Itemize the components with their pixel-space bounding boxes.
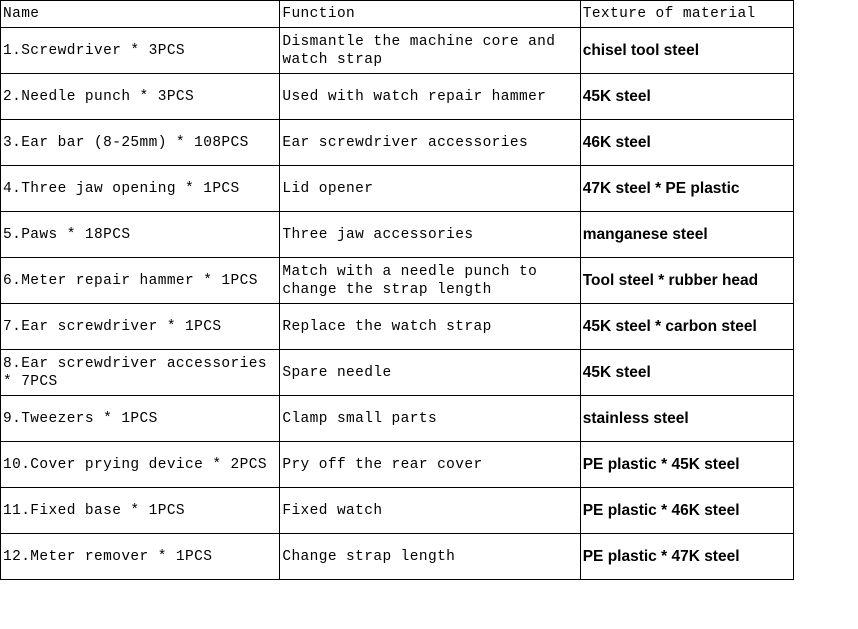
cell-name: 4.Three jaw opening * 1PCS (1, 166, 280, 212)
cell-name: 10.Cover prying device * 2PCS (1, 442, 280, 488)
cell-function: Ear screwdriver accessories (280, 120, 580, 166)
table-row (1, 304, 794, 350)
cell-name: 11.Fixed base * 1PCS (1, 488, 280, 534)
table-row (1, 28, 794, 74)
table-row (1, 74, 794, 120)
cell-material: 46K steel (580, 120, 793, 166)
cell-material: PE plastic * 47K steel (580, 534, 793, 580)
cell-function: Dismantle the machine core and watch strap (280, 28, 580, 74)
cell-function: Fixed watch (280, 488, 580, 534)
cell-function: Change strap length (280, 534, 580, 580)
cell-material: 45K steel (580, 74, 793, 120)
header-name: Name (1, 1, 280, 28)
table-row (1, 488, 794, 534)
cell-material: 45K steel * carbon steel (580, 304, 793, 350)
cell-material: chisel tool steel (580, 28, 793, 74)
cell-name: 6.Meter repair hammer * 1PCS (1, 258, 280, 304)
cell-name: 1.Screwdriver * 3PCS (1, 28, 280, 74)
table-row (1, 396, 794, 442)
cell-material: 47K steel * PE plastic (580, 166, 793, 212)
table-row (1, 350, 794, 396)
cell-function: Clamp small parts (280, 396, 580, 442)
header-material: Texture of material (580, 1, 793, 28)
cell-function: Pry off the rear cover (280, 442, 580, 488)
cell-name: 7.Ear screwdriver * 1PCS (1, 304, 280, 350)
cell-material: 45K steel (580, 350, 793, 396)
cell-function: Three jaw accessories (280, 212, 580, 258)
cell-name: 3.Ear bar (8-25mm) * 108PCS (1, 120, 280, 166)
cell-name: 8.Ear screwdriver accessories * 7PCS (1, 350, 280, 396)
header-function: Function (280, 1, 580, 28)
table-row (1, 120, 794, 166)
cell-material: Tool steel * rubber head (580, 258, 793, 304)
header-row (1, 1, 794, 28)
table-row (1, 442, 794, 488)
cell-material: manganese steel (580, 212, 793, 258)
cell-name: 5.Paws * 18PCS (1, 212, 280, 258)
table-row (1, 534, 794, 580)
cell-material: PE plastic * 45K steel (580, 442, 793, 488)
cell-function: Spare needle (280, 350, 580, 396)
cell-function: Lid opener (280, 166, 580, 212)
cell-name: 12.Meter remover * 1PCS (1, 534, 280, 580)
cell-function: Replace the watch strap (280, 304, 580, 350)
cell-function: Used with watch repair hammer (280, 74, 580, 120)
cell-name: 9.Tweezers * 1PCS (1, 396, 280, 442)
cell-name: 2.Needle punch * 3PCS (1, 74, 280, 120)
table-row (1, 258, 794, 304)
table-row (1, 212, 794, 258)
cell-function: Match with a needle punch to change the strap length (280, 258, 580, 304)
table-row (1, 166, 794, 212)
cell-material: PE plastic * 46K steel (580, 488, 793, 534)
cell-material: stainless steel (580, 396, 793, 442)
